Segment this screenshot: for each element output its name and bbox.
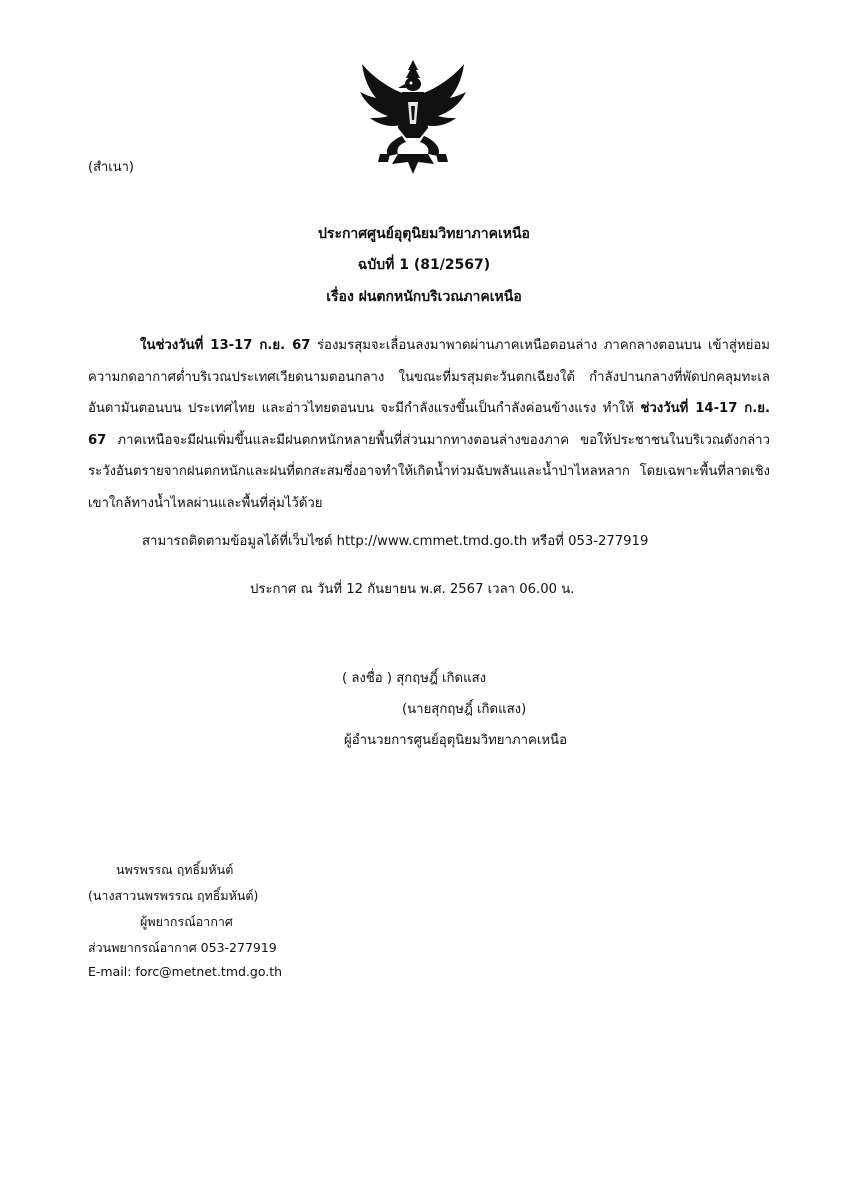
- signature-line: ( ลงชื่อ ) สุกฤษฎิ์ เกิดแสง: [342, 671, 487, 686]
- signer-position: ผู้อำนวยการศูนย์อุตุนิยมวิทยาภาคเหนือ: [344, 733, 567, 748]
- announcement-title: ประกาศศูนย์อุตุนิยมวิทยาภาคเหนือ: [318, 226, 530, 242]
- copy-mark: (สำเนา): [88, 160, 135, 175]
- body-text-a: ร่องมรสุมจะเลื่อนลงมาพาดผ่านภาคเหนือตอนล่าง ภาคกลางตอนบน เข้าสู่หย่อมความกดอากาศต่ำบริเวณประเทศเวียดนามตอนกลาง ในขณะที่มรสุมตะวันตกเฉียงใต้ กำลังปานกลางที่พัดปกคลุมทะเลอันดามันตอนบน ประเทศไทย และอ่าวไทยตอนบน จะมีกำลังแรงขึ้นเป็นกำลังค่อนข้างแรง ทำให้: [88, 338, 770, 416]
- announcement-subject: เรื่อง ฝนตกหนักบริเวณภาคเหนือ: [326, 289, 522, 305]
- signer-full-name: (นายสุกฤษฎิ์ เกิดแสง): [402, 702, 527, 717]
- body-paragraph: [88, 330, 770, 519]
- website-line: สามารถติดตามข้อมูลได้ที่เว็บไซต์ http://www.cmmet.tmd.go.th หรือที่ 053-277919: [142, 534, 649, 549]
- garuda-emblem-icon: [358, 58, 468, 176]
- body-period-bold-a: ในช่วงวันที่ 13-17 ก.ย. 67: [140, 338, 311, 353]
- forecaster-name: นพรพรรณ ฤทธิ์มหันต์: [116, 862, 234, 877]
- announcement-number: ฉบับที่ 1 (81/2567): [357, 257, 491, 273]
- announce-date: ประกาศ ณ วันที่ 12 กันยายน พ.ศ. 2567 เวลา 06.00 น.: [250, 582, 575, 597]
- forecast-email: E-mail: forc@metnet.tmd.go.th: [88, 964, 283, 979]
- body-text-b: ภาคเหนือจะมีฝนเพิ่มขึ้นและมีฝนตกหนักหลายพื้นที่ส่วนมากทางตอนล่างของภาค ขอให้ประชาชนในบริเวณดังกล่าว ระวังอันตรายจากฝนตกหนักและฝนที่ตกสะสมซึ่งอาจทำให้เกิดน้ำท่วมฉับพลันและน้ำป่าไหลหลาก โดยเฉพาะพื้นที่ลาดเชิงเขาใกล้ทางน้ำไหลผ่านและพื้นที่ลุ่มไว้ด้วย: [88, 432, 770, 511]
- forecaster-role: ผู้พยากรณ์อากาศ: [140, 914, 233, 929]
- forecaster-full-name: (นางสาวนพรพรรณ ฤทธิ์มหันต์): [88, 888, 259, 903]
- body-period-bold-b: ช่วงวันที่ 14-17 ก.ย. 67: [88, 401, 770, 448]
- forecast-dept: ส่วนพยากรณ์อากาศ 053-277919: [88, 940, 277, 955]
